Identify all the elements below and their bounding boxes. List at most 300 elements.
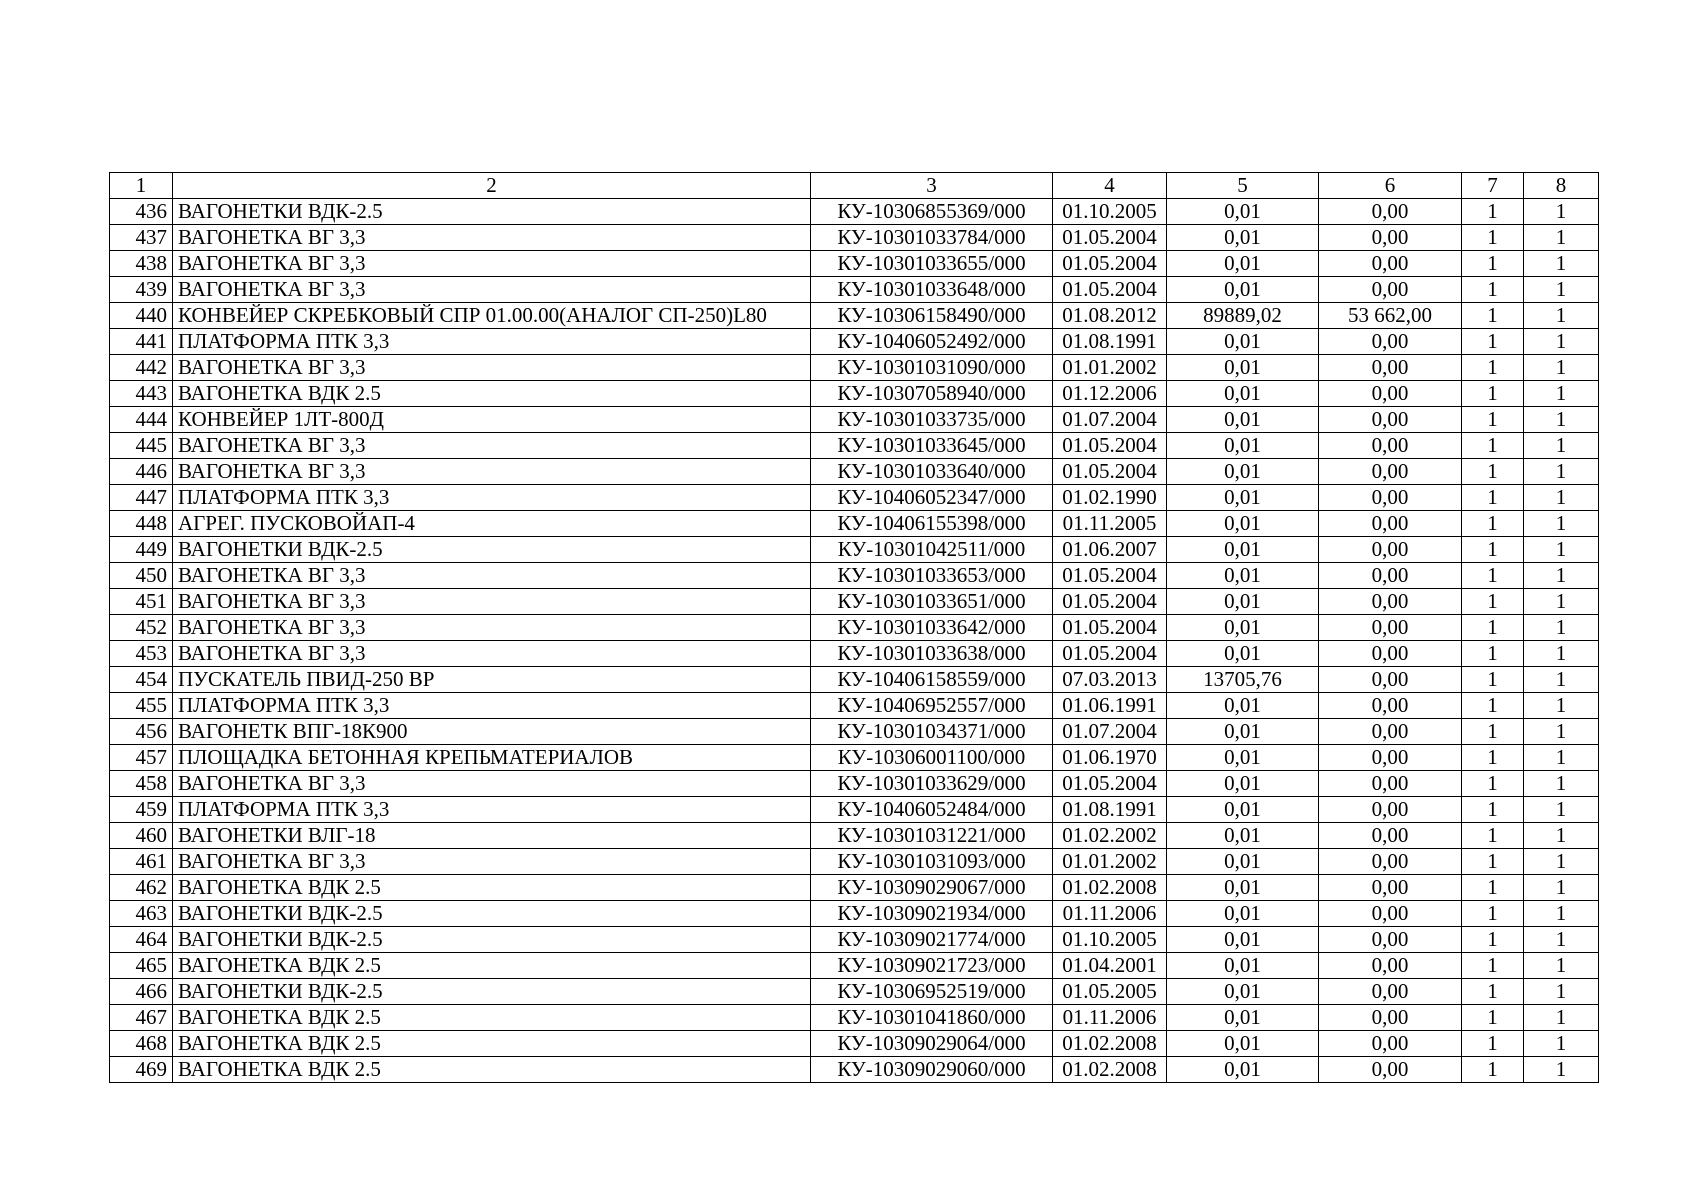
- column-header-1: 1: [110, 173, 173, 199]
- item-name-cell: ВАГОНЕТКА ВГ 3,3: [173, 225, 811, 251]
- table-row: [110, 511, 1599, 537]
- row-number-cell: 463: [110, 901, 173, 927]
- value-5-cell: 0,01: [1167, 563, 1319, 589]
- value-6-cell: 0,00: [1319, 589, 1462, 615]
- date-cell: 01.10.2005: [1053, 199, 1167, 225]
- value-6-cell: 0,00: [1319, 719, 1462, 745]
- value-8-cell: 1: [1524, 641, 1599, 667]
- row-number-cell: 438: [110, 251, 173, 277]
- value-8-cell: 1: [1524, 381, 1599, 407]
- value-7-cell: 1: [1462, 849, 1524, 875]
- table-row: [110, 771, 1599, 797]
- value-5-cell: 0,01: [1167, 719, 1319, 745]
- table-row: [110, 823, 1599, 849]
- inventory-code-cell: КУ-10301031221/000: [811, 823, 1053, 849]
- inventory-code-cell: КУ-10301031093/000: [811, 849, 1053, 875]
- table-row: [110, 849, 1599, 875]
- item-name-cell: ВАГОНЕТКИ ВДК-2.5: [173, 927, 811, 953]
- date-cell: 01.08.1991: [1053, 797, 1167, 823]
- table-row: [110, 537, 1599, 563]
- item-name-cell: ВАГОНЕТКА ВДК 2.5: [173, 1031, 811, 1057]
- value-8-cell: 1: [1524, 953, 1599, 979]
- value-5-cell: 0,01: [1167, 771, 1319, 797]
- item-name-cell: ВАГОНЕТКА ВДК 2.5: [173, 381, 811, 407]
- table-row: [110, 693, 1599, 719]
- inventory-code-cell: КУ-10301033648/000: [811, 277, 1053, 303]
- table-row: [110, 979, 1599, 1005]
- value-6-cell: 0,00: [1319, 667, 1462, 693]
- value-7-cell: 1: [1462, 329, 1524, 355]
- value-6-cell: 0,00: [1319, 251, 1462, 277]
- item-name-cell: ВАГОНЕТКИ ВЛГ-18: [173, 823, 811, 849]
- value-7-cell: 1: [1462, 745, 1524, 771]
- row-number-cell: 442: [110, 355, 173, 381]
- date-cell: 01.12.2006: [1053, 381, 1167, 407]
- item-name-cell: ВАГОНЕТКИ ВДК-2.5: [173, 537, 811, 563]
- value-7-cell: 1: [1462, 823, 1524, 849]
- row-number-cell: 465: [110, 953, 173, 979]
- item-name-cell: ВАГОНЕТКА ВДК 2.5: [173, 1057, 811, 1083]
- date-cell: 01.05.2004: [1053, 225, 1167, 251]
- row-number-cell: 469: [110, 1057, 173, 1083]
- value-7-cell: 1: [1462, 225, 1524, 251]
- value-5-cell: 0,01: [1167, 199, 1319, 225]
- inventory-code-cell: КУ-10301033642/000: [811, 615, 1053, 641]
- inventory-code-cell: КУ-10406952557/000: [811, 693, 1053, 719]
- row-number-cell: 457: [110, 745, 173, 771]
- value-8-cell: 1: [1524, 667, 1599, 693]
- value-8-cell: 1: [1524, 485, 1599, 511]
- value-7-cell: 1: [1462, 199, 1524, 225]
- value-5-cell: 0,01: [1167, 589, 1319, 615]
- value-6-cell: 0,00: [1319, 225, 1462, 251]
- table-row: [110, 1031, 1599, 1057]
- value-5-cell: 0,01: [1167, 615, 1319, 641]
- value-6-cell: 0,00: [1319, 875, 1462, 901]
- value-8-cell: 1: [1524, 1005, 1599, 1031]
- value-8-cell: 1: [1524, 875, 1599, 901]
- item-name-cell: ВАГОНЕТКА ВДК 2.5: [173, 875, 811, 901]
- table-row: [110, 745, 1599, 771]
- table-row: [110, 901, 1599, 927]
- item-name-cell: ПЛАТФОРМА ПТК 3,3: [173, 329, 811, 355]
- value-7-cell: 1: [1462, 433, 1524, 459]
- inventory-code-cell: КУ-10301033645/000: [811, 433, 1053, 459]
- value-5-cell: 0,01: [1167, 355, 1319, 381]
- value-5-cell: 0,01: [1167, 901, 1319, 927]
- inventory-code-cell: КУ-10309029064/000: [811, 1031, 1053, 1057]
- value-7-cell: 1: [1462, 277, 1524, 303]
- table-row: [110, 303, 1599, 329]
- table-header: [110, 173, 1599, 199]
- value-6-cell: 0,00: [1319, 1005, 1462, 1031]
- value-5-cell: 0,01: [1167, 511, 1319, 537]
- value-7-cell: 1: [1462, 537, 1524, 563]
- value-8-cell: 1: [1524, 771, 1599, 797]
- value-5-cell: 0,01: [1167, 953, 1319, 979]
- value-6-cell: 0,00: [1319, 849, 1462, 875]
- date-cell: 01.10.2005: [1053, 927, 1167, 953]
- inventory-code-cell: КУ-10306855369/000: [811, 199, 1053, 225]
- column-header-6: 6: [1319, 173, 1462, 199]
- column-header-2: 2: [173, 173, 811, 199]
- inventory-code-cell: КУ-10406052492/000: [811, 329, 1053, 355]
- date-cell: 01.01.2002: [1053, 355, 1167, 381]
- value-5-cell: 0,01: [1167, 641, 1319, 667]
- value-6-cell: 0,00: [1319, 615, 1462, 641]
- value-5-cell: 0,01: [1167, 1057, 1319, 1083]
- item-name-cell: КОНВЕЙЕР СКРЕБКОВЫЙ СПР 01.00.00(АНАЛОГ СП-250)L80: [173, 303, 811, 329]
- value-8-cell: 1: [1524, 563, 1599, 589]
- value-5-cell: 0,01: [1167, 979, 1319, 1005]
- date-cell: 01.02.1990: [1053, 485, 1167, 511]
- row-number-cell: 454: [110, 667, 173, 693]
- value-6-cell: 0,00: [1319, 511, 1462, 537]
- item-name-cell: ВАГОНЕТКИ ВДК-2.5: [173, 901, 811, 927]
- date-cell: 01.08.2012: [1053, 303, 1167, 329]
- value-8-cell: 1: [1524, 693, 1599, 719]
- value-6-cell: 0,00: [1319, 927, 1462, 953]
- inventory-code-cell: КУ-10406158559/000: [811, 667, 1053, 693]
- value-7-cell: 1: [1462, 589, 1524, 615]
- value-6-cell: 0,00: [1319, 771, 1462, 797]
- date-cell: 01.05.2004: [1053, 589, 1167, 615]
- value-6-cell: 0,00: [1319, 485, 1462, 511]
- table-row: [110, 797, 1599, 823]
- row-number-cell: 464: [110, 927, 173, 953]
- table-row: [110, 953, 1599, 979]
- value-8-cell: 1: [1524, 1031, 1599, 1057]
- table-row: [110, 459, 1599, 485]
- table-body: [110, 199, 1599, 1083]
- table-row: [110, 433, 1599, 459]
- value-6-cell: 53 662,00: [1319, 303, 1462, 329]
- value-5-cell: 0,01: [1167, 329, 1319, 355]
- date-cell: 01.05.2004: [1053, 771, 1167, 797]
- value-6-cell: 0,00: [1319, 459, 1462, 485]
- item-name-cell: ВАГОНЕТКИ ВДК-2.5: [173, 979, 811, 1005]
- value-8-cell: 1: [1524, 355, 1599, 381]
- value-8-cell: 1: [1524, 537, 1599, 563]
- date-cell: 01.06.1970: [1053, 745, 1167, 771]
- value-8-cell: 1: [1524, 849, 1599, 875]
- value-7-cell: 1: [1462, 1057, 1524, 1083]
- date-cell: 01.02.2008: [1053, 1057, 1167, 1083]
- value-5-cell: 0,01: [1167, 485, 1319, 511]
- value-8-cell: 1: [1524, 797, 1599, 823]
- date-cell: 07.03.2013: [1053, 667, 1167, 693]
- date-cell: 01.04.2001: [1053, 953, 1167, 979]
- row-number-cell: 459: [110, 797, 173, 823]
- column-header-8: 8: [1524, 173, 1599, 199]
- inventory-code-cell: КУ-10309029067/000: [811, 875, 1053, 901]
- row-number-cell: 458: [110, 771, 173, 797]
- value-8-cell: 1: [1524, 433, 1599, 459]
- item-name-cell: ВАГОНЕТКА ВГ 3,3: [173, 589, 811, 615]
- value-7-cell: 1: [1462, 563, 1524, 589]
- item-name-cell: ПЛАТФОРМА ПТК 3,3: [173, 797, 811, 823]
- value-7-cell: 1: [1462, 979, 1524, 1005]
- table-row: [110, 1057, 1599, 1083]
- value-5-cell: 0,01: [1167, 745, 1319, 771]
- date-cell: 01.05.2004: [1053, 615, 1167, 641]
- value-8-cell: 1: [1524, 901, 1599, 927]
- value-8-cell: 1: [1524, 303, 1599, 329]
- value-5-cell: 0,01: [1167, 797, 1319, 823]
- value-6-cell: 0,00: [1319, 641, 1462, 667]
- row-number-cell: 456: [110, 719, 173, 745]
- item-name-cell: ПЛАТФОРМА ПТК 3,3: [173, 693, 811, 719]
- value-8-cell: 1: [1524, 511, 1599, 537]
- value-7-cell: 1: [1462, 1005, 1524, 1031]
- date-cell: 01.06.2007: [1053, 537, 1167, 563]
- row-number-cell: 460: [110, 823, 173, 849]
- value-8-cell: 1: [1524, 979, 1599, 1005]
- value-8-cell: 1: [1524, 927, 1599, 953]
- value-7-cell: 1: [1462, 771, 1524, 797]
- value-6-cell: 0,00: [1319, 953, 1462, 979]
- item-name-cell: ВАГОНЕТКА ВГ 3,3: [173, 563, 811, 589]
- row-number-cell: 461: [110, 849, 173, 875]
- date-cell: 01.05.2004: [1053, 433, 1167, 459]
- inventory-code-cell: КУ-10309021934/000: [811, 901, 1053, 927]
- table-row: [110, 667, 1599, 693]
- value-7-cell: 1: [1462, 953, 1524, 979]
- value-8-cell: 1: [1524, 459, 1599, 485]
- table-row: [110, 615, 1599, 641]
- value-8-cell: 1: [1524, 251, 1599, 277]
- table-row: [110, 641, 1599, 667]
- value-6-cell: 0,00: [1319, 407, 1462, 433]
- row-number-cell: 453: [110, 641, 173, 667]
- header-row: [110, 173, 1599, 199]
- inventory-code-cell: КУ-10309029060/000: [811, 1057, 1053, 1083]
- value-5-cell: 0,01: [1167, 1031, 1319, 1057]
- value-6-cell: 0,00: [1319, 537, 1462, 563]
- value-5-cell: 0,01: [1167, 537, 1319, 563]
- date-cell: 01.05.2004: [1053, 277, 1167, 303]
- inventory-code-cell: КУ-10301033629/000: [811, 771, 1053, 797]
- column-header-3: 3: [811, 173, 1053, 199]
- value-5-cell: 13705,76: [1167, 667, 1319, 693]
- value-6-cell: 0,00: [1319, 1057, 1462, 1083]
- value-7-cell: 1: [1462, 719, 1524, 745]
- inventory-code-cell: КУ-10306952519/000: [811, 979, 1053, 1005]
- value-6-cell: 0,00: [1319, 355, 1462, 381]
- value-6-cell: 0,00: [1319, 563, 1462, 589]
- value-5-cell: 0,01: [1167, 693, 1319, 719]
- item-name-cell: ВАГОНЕТКА ВДК 2.5: [173, 953, 811, 979]
- table-row: [110, 277, 1599, 303]
- value-7-cell: 1: [1462, 693, 1524, 719]
- row-number-cell: 462: [110, 875, 173, 901]
- table-row: [110, 589, 1599, 615]
- inventory-code-cell: КУ-10301033735/000: [811, 407, 1053, 433]
- value-7-cell: 1: [1462, 927, 1524, 953]
- row-number-cell: 444: [110, 407, 173, 433]
- item-name-cell: ВАГОНЕТКА ВГ 3,3: [173, 771, 811, 797]
- item-name-cell: ВАГОНЕТКИ ВДК-2.5: [173, 199, 811, 225]
- value-8-cell: 1: [1524, 329, 1599, 355]
- row-number-cell: 467: [110, 1005, 173, 1031]
- value-8-cell: 1: [1524, 745, 1599, 771]
- row-number-cell: 436: [110, 199, 173, 225]
- inventory-code-cell: КУ-10301041860/000: [811, 1005, 1053, 1031]
- value-7-cell: 1: [1462, 407, 1524, 433]
- value-7-cell: 1: [1462, 303, 1524, 329]
- item-name-cell: ВАГОНЕТКА ВДК 2.5: [173, 1005, 811, 1031]
- item-name-cell: ВАГОНЕТКА ВГ 3,3: [173, 641, 811, 667]
- value-5-cell: 0,01: [1167, 251, 1319, 277]
- date-cell: 01.02.2008: [1053, 1031, 1167, 1057]
- value-5-cell: 0,01: [1167, 407, 1319, 433]
- date-cell: 01.05.2005: [1053, 979, 1167, 1005]
- row-number-cell: 455: [110, 693, 173, 719]
- row-number-cell: 452: [110, 615, 173, 641]
- row-number-cell: 440: [110, 303, 173, 329]
- row-number-cell: 441: [110, 329, 173, 355]
- row-number-cell: 466: [110, 979, 173, 1005]
- value-8-cell: 1: [1524, 719, 1599, 745]
- date-cell: 01.05.2004: [1053, 459, 1167, 485]
- item-name-cell: ВАГОНЕТКА ВГ 3,3: [173, 251, 811, 277]
- date-cell: 01.02.2002: [1053, 823, 1167, 849]
- value-5-cell: 0,01: [1167, 823, 1319, 849]
- inventory-code-cell: КУ-10301034371/000: [811, 719, 1053, 745]
- value-7-cell: 1: [1462, 485, 1524, 511]
- value-7-cell: 1: [1462, 1031, 1524, 1057]
- value-7-cell: 1: [1462, 355, 1524, 381]
- inventory-code-cell: КУ-10309021774/000: [811, 927, 1053, 953]
- value-5-cell: 0,01: [1167, 927, 1319, 953]
- inventory-code-cell: КУ-10301033653/000: [811, 563, 1053, 589]
- column-header-4: 4: [1053, 173, 1167, 199]
- value-8-cell: 1: [1524, 277, 1599, 303]
- value-5-cell: 0,01: [1167, 277, 1319, 303]
- table-row: [110, 927, 1599, 953]
- value-5-cell: 0,01: [1167, 225, 1319, 251]
- value-5-cell: 0,01: [1167, 875, 1319, 901]
- item-name-cell: ВАГОНЕТКА ВГ 3,3: [173, 849, 811, 875]
- value-6-cell: 0,00: [1319, 797, 1462, 823]
- value-5-cell: 0,01: [1167, 1005, 1319, 1031]
- date-cell: 01.05.2004: [1053, 251, 1167, 277]
- table-row: [110, 485, 1599, 511]
- item-name-cell: ПЛАТФОРМА ПТК 3,3: [173, 485, 811, 511]
- value-8-cell: 1: [1524, 1057, 1599, 1083]
- inventory-code-cell: КУ-10301033651/000: [811, 589, 1053, 615]
- table-row: [110, 719, 1599, 745]
- inventory-code-cell: КУ-10301033638/000: [811, 641, 1053, 667]
- table-row: [110, 199, 1599, 225]
- value-7-cell: 1: [1462, 875, 1524, 901]
- item-name-cell: ВАГОНЕТКА ВГ 3,3: [173, 433, 811, 459]
- value-6-cell: 0,00: [1319, 277, 1462, 303]
- inventory-code-cell: КУ-10309021723/000: [811, 953, 1053, 979]
- table-row: [110, 329, 1599, 355]
- value-5-cell: 0,01: [1167, 433, 1319, 459]
- asset-table: [109, 172, 1599, 1083]
- table-row: [110, 563, 1599, 589]
- row-number-cell: 449: [110, 537, 173, 563]
- date-cell: 01.11.2006: [1053, 901, 1167, 927]
- value-7-cell: 1: [1462, 667, 1524, 693]
- row-number-cell: 447: [110, 485, 173, 511]
- row-number-cell: 448: [110, 511, 173, 537]
- item-name-cell: ВАГОНЕТКА ВГ 3,3: [173, 459, 811, 485]
- table-row: [110, 225, 1599, 251]
- table-row: [110, 251, 1599, 277]
- item-name-cell: АГРЕГ. ПУСКОВОЙАП-4: [173, 511, 811, 537]
- value-8-cell: 1: [1524, 199, 1599, 225]
- row-number-cell: 445: [110, 433, 173, 459]
- inventory-code-cell: КУ-10301033640/000: [811, 459, 1053, 485]
- column-header-7: 7: [1462, 173, 1524, 199]
- date-cell: 01.05.2004: [1053, 563, 1167, 589]
- item-name-cell: ВАГОНЕТКА ВГ 3,3: [173, 615, 811, 641]
- table-row: [110, 381, 1599, 407]
- date-cell: 01.05.2004: [1053, 641, 1167, 667]
- value-6-cell: 0,00: [1319, 433, 1462, 459]
- value-6-cell: 0,00: [1319, 901, 1462, 927]
- column-header-5: 5: [1167, 173, 1319, 199]
- value-7-cell: 1: [1462, 797, 1524, 823]
- value-7-cell: 1: [1462, 511, 1524, 537]
- row-number-cell: 446: [110, 459, 173, 485]
- value-7-cell: 1: [1462, 615, 1524, 641]
- table-row: [110, 355, 1599, 381]
- date-cell: 01.01.2002: [1053, 849, 1167, 875]
- value-6-cell: 0,00: [1319, 745, 1462, 771]
- value-7-cell: 1: [1462, 901, 1524, 927]
- date-cell: 01.08.1991: [1053, 329, 1167, 355]
- inventory-code-cell: КУ-10307058940/000: [811, 381, 1053, 407]
- value-5-cell: 0,01: [1167, 459, 1319, 485]
- value-8-cell: 1: [1524, 823, 1599, 849]
- inventory-code-cell: КУ-10306158490/000: [811, 303, 1053, 329]
- inventory-code-cell: КУ-10306001100/000: [811, 745, 1053, 771]
- row-number-cell: 451: [110, 589, 173, 615]
- date-cell: 01.07.2004: [1053, 407, 1167, 433]
- value-7-cell: 1: [1462, 251, 1524, 277]
- value-8-cell: 1: [1524, 225, 1599, 251]
- value-7-cell: 1: [1462, 641, 1524, 667]
- row-number-cell: 439: [110, 277, 173, 303]
- inventory-code-cell: КУ-10301033655/000: [811, 251, 1053, 277]
- date-cell: 01.06.1991: [1053, 693, 1167, 719]
- value-6-cell: 0,00: [1319, 823, 1462, 849]
- date-cell: 01.11.2006: [1053, 1005, 1167, 1031]
- date-cell: 01.02.2008: [1053, 875, 1167, 901]
- inventory-code-cell: КУ-10301031090/000: [811, 355, 1053, 381]
- value-6-cell: 0,00: [1319, 381, 1462, 407]
- row-number-cell: 450: [110, 563, 173, 589]
- value-8-cell: 1: [1524, 407, 1599, 433]
- inventory-code-cell: КУ-10301042511/000: [811, 537, 1053, 563]
- table-row: [110, 1005, 1599, 1031]
- value-6-cell: 0,00: [1319, 199, 1462, 225]
- value-5-cell: 89889,02: [1167, 303, 1319, 329]
- table-row: [110, 875, 1599, 901]
- date-cell: 01.11.2005: [1053, 511, 1167, 537]
- inventory-code-cell: КУ-10406052484/000: [811, 797, 1053, 823]
- inventory-code-cell: КУ-10406155398/000: [811, 511, 1053, 537]
- item-name-cell: ВАГОНЕТК ВПГ-18К900: [173, 719, 811, 745]
- item-name-cell: КОНВЕЙЕР 1ЛТ-800Д: [173, 407, 811, 433]
- item-name-cell: ВАГОНЕТКА ВГ 3,3: [173, 355, 811, 381]
- value-6-cell: 0,00: [1319, 329, 1462, 355]
- date-cell: 01.07.2004: [1053, 719, 1167, 745]
